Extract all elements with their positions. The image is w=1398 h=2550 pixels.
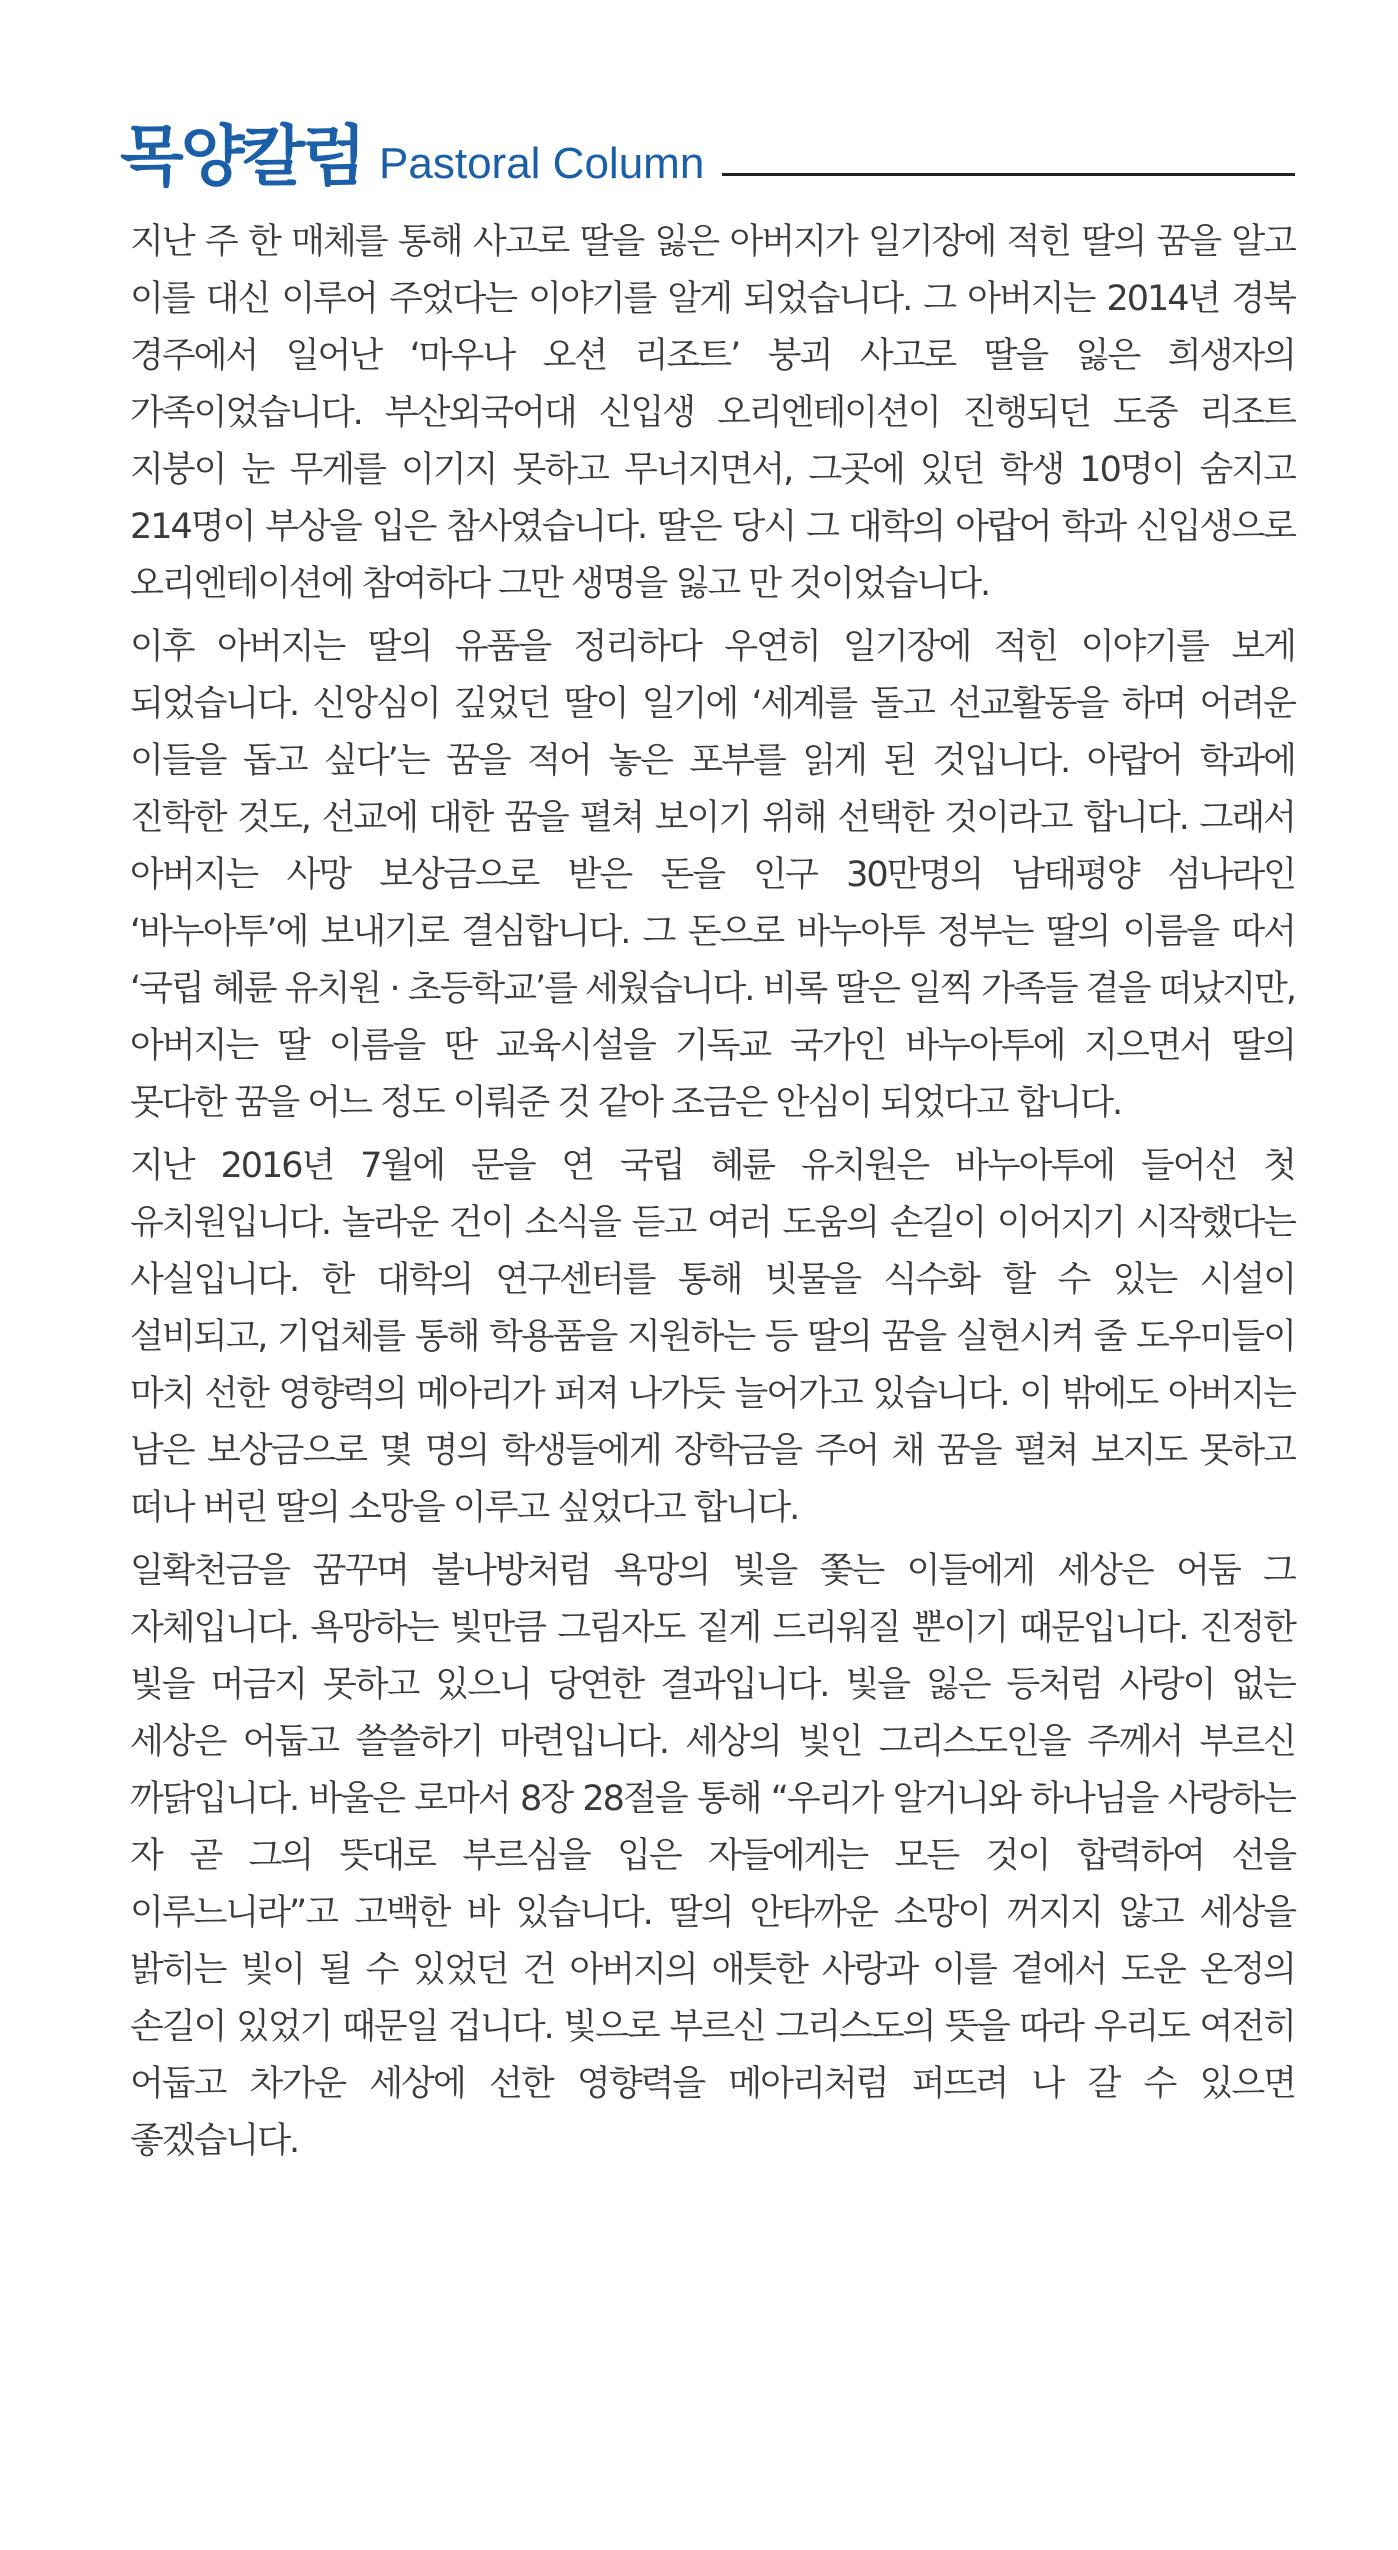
column-body [130, 214, 1295, 2176]
column-header [120, 100, 1295, 195]
paragraph-2: 이후 아버지는 딸의 유품을 정리하다 우연히 일기장에 적힌 이야기를 보게 되었습니다. 신앙심이 깊었던 딸이 일기에 ‘세계를 돌고 선교활동을 하며 어려운 이들을 돕고 싶다’는 꿈을 적어 놓은 포부를 읽게 된 것입니다. 아랍어 학과에 진학한 것도, 선교에 대한 꿈을 펼쳐 보이기 위해 선택한 것이라고 합니다. 그래서 아버지는 사망 보상금으로 받은 돈을 인구 30만명의 남태평양 섬나라인 ‘바누아투’에 보내기로 결심합니다. 그 돈으로 바누아투 정부는 딸의 이름을 따서 ‘국립 혜륜 유치원 · 초등학교’를 세웠습니다. 비록 딸은 일찍 가족들 곁을 떠났지만, 아버지는 딸 이름을 딴 교육시설을 기독교 국가인 바누아투에 지으면서 딸의 못다한 꿈을 어느 정도 이뤄준 것 같아 조금은 안심이 되었다고 합니다. [130, 627, 1295, 1123]
paragraph-1: 지난 주 한 매체를 통해 사고로 딸을 잃은 아버지가 일기장에 적힌 딸의 꿈을 알고 이를 대신 이루어 주었다는 이야기를 알게 되었습니다. 그 아버지는 2014년 경북 경주에서 일어난 ‘마우나 오션 리조트’ 붕괴 사고로 딸을 잃은 희생자의 가족이었습니다. 부산외국어대 신입생 오리엔테이션이 진행되던 도중 리조트 지붕이 눈 무게를 이기지 못하고 무너지면서, 그곳에 있던 학생 10명이 숨지고 214명이 부상을 입은 참사였습니다. 딸은 당시 그 대학의 아랍어 학과 신입생으로 오리엔테이션에 참여하다 그만 생명을 잃고 만 것이었습니다. [130, 222, 1295, 604]
column-title-korean: 목양칼럼 [120, 118, 364, 195]
header-divider-line [722, 173, 1295, 176]
column-title-english: Pastoral Column [379, 139, 705, 188]
paragraph-3: 지난 2016년 7월에 문을 연 국립 혜륜 유치원은 바누아투에 들어선 첫 유치원입니다. 놀라운 건이 소식을 듣고 여러 도움의 손길이 이어지기 시작했다는 사실입니다. 한 대학의 연구센터를 통해 빗물을 식수화 할 수 있는 시설이 설비되고, 기업체를 통해 학용품을 지원하는 등 딸의 꿈을 실현시켜 줄 도우미들이 마치 선한 영향력의 메아리가 퍼져 나가듯 늘어가고 있습니다. 이 밖에도 아버지는 남은 보상금으로 몇 명의 학생들에게 장학금을 주어 채 꿈을 펼쳐 보지도 못하고 떠나 버린 딸의 소망을 이루고 싶었다고 합니다. [130, 1146, 1295, 1528]
paragraph-4: 일확천금을 꿈꾸며 불나방처럼 욕망의 빛을 쫓는 이들에게 세상은 어둠 그 자체입니다. 욕망하는 빛만큼 그림자도 짙게 드리워질 뿐이기 때문입니다. 진정한 빛을 머금지 못하고 있으니 당연한 결과입니다. 빛을 잃은 등처럼 사랑이 없는 세상은 어둡고 쓸쓸하기 마련입니다. 세상의 빛인 그리스도인을 주께서 부르신 까닭입니다. 바울은 로마서 8장 28절을 통해 “우리가 알거니와 하나님을 사랑하는 자 곧 그의 뜻대로 부르심을 입은 자들에게는 모든 것이 합력하여 선을 이루느니라”고 고백한 바 있습니다. 딸의 안타까운 소망이 꺼지지 않고 세상을 밝히는 빛이 될 수 있었던 건 아버지의 애틋한 사랑과 이를 곁에서 도운 온정의 손길이 있었기 때문일 겁니다. 빛으로 부르신 그리스도의 뜻을 따라 우리도 여전히 어둡고 차가운 세상에 선한 영향력을 메아리처럼 퍼뜨려 나 갈 수 있으면 좋겠습니다. [130, 1551, 1295, 2161]
